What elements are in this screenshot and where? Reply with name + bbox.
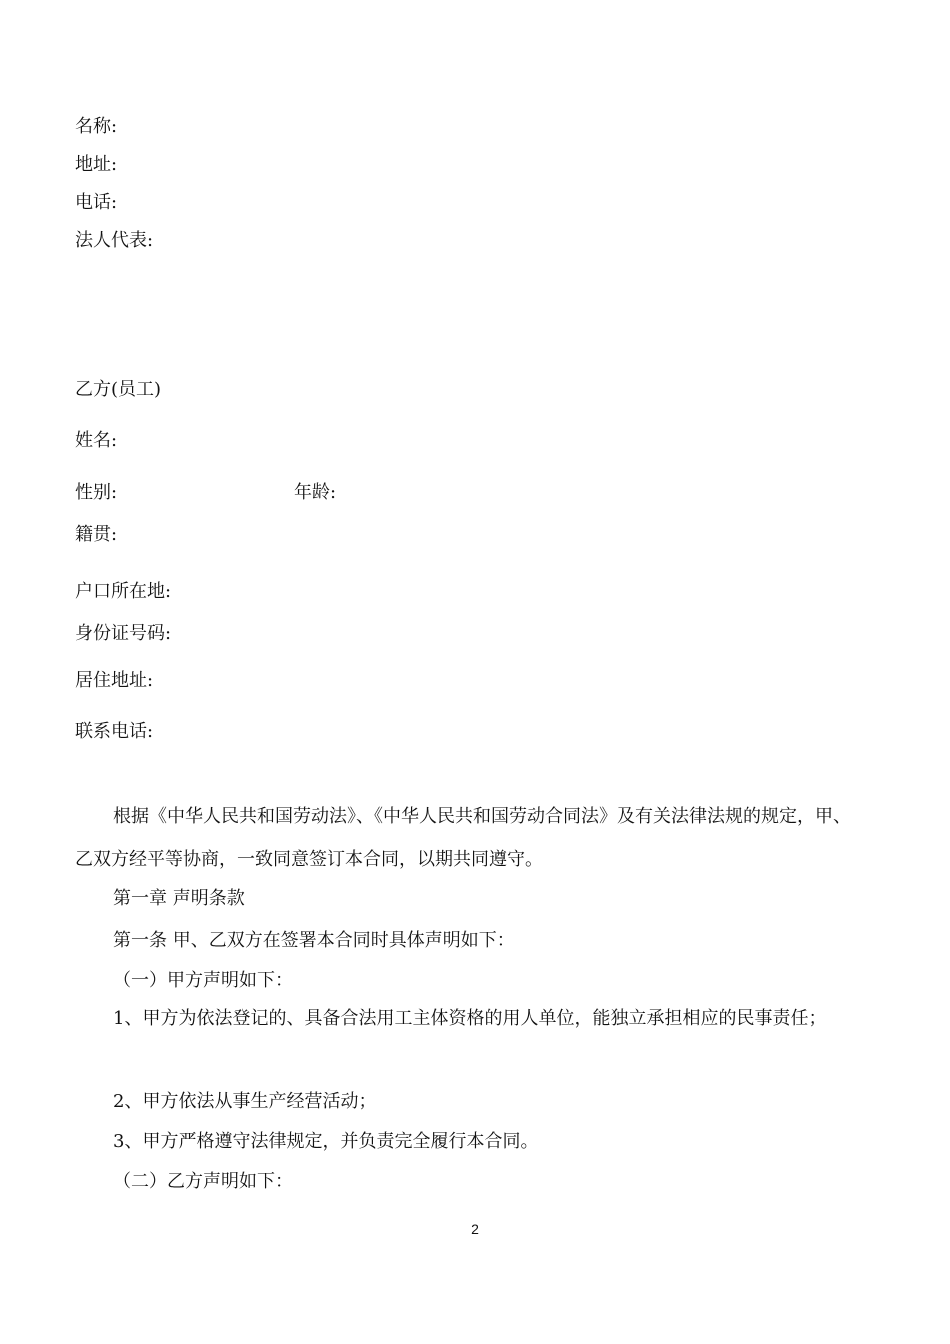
statement-item-2: 2、甲方依法从事生产经营活动；: [113, 1091, 377, 1112]
party-a-statement-heading: （一）甲方声明如下：: [113, 970, 293, 991]
party-a-name-label: 名称:: [75, 116, 118, 137]
statement-item-1: 1、甲方为依法登记的、具备合法用工主体资格的用人单位，能独立承担相应的民事责任；: [113, 1008, 827, 1029]
party-b-id-number-label: 身份证号码:: [75, 623, 172, 644]
party-a-address-label: 地址:: [75, 154, 118, 175]
intro-paragraph: 根据《中华人民共和国劳动法》、《中华人民共和国劳动合同法》及有关法律法规的规定，甲、乙双方经平等协商，一致同意签订本合同，以期共同遵守。: [75, 806, 851, 870]
article-heading: 第一条 甲、乙双方在签署本合同时具体声明如下：: [113, 930, 515, 951]
party-b-household-label: 户口所在地:: [75, 581, 172, 602]
page-number: 2: [471, 1221, 479, 1237]
party-b-native-place-label: 籍贯:: [75, 524, 118, 545]
party-b-age-label: 年龄:: [294, 482, 337, 503]
party-b-name-label: 姓名:: [75, 430, 118, 451]
party-a-legal-rep-label: 法人代表:: [75, 230, 154, 251]
party-a-phone-label: 电话:: [75, 192, 118, 213]
party-b-gender-label: 性别:: [75, 482, 118, 503]
party-b-heading: 乙方(员工): [75, 379, 162, 400]
statement-item-3: 3、甲方严格遵守法律规定，并负责完全履行本合同。: [113, 1131, 539, 1152]
party-b-residence-label: 居住地址:: [75, 670, 154, 691]
party-b-contact-phone-label: 联系电话:: [75, 721, 154, 742]
party-b-statement-heading: （二）乙方声明如下：: [113, 1171, 293, 1192]
chapter-heading: 第一章 声明条款: [113, 888, 245, 909]
